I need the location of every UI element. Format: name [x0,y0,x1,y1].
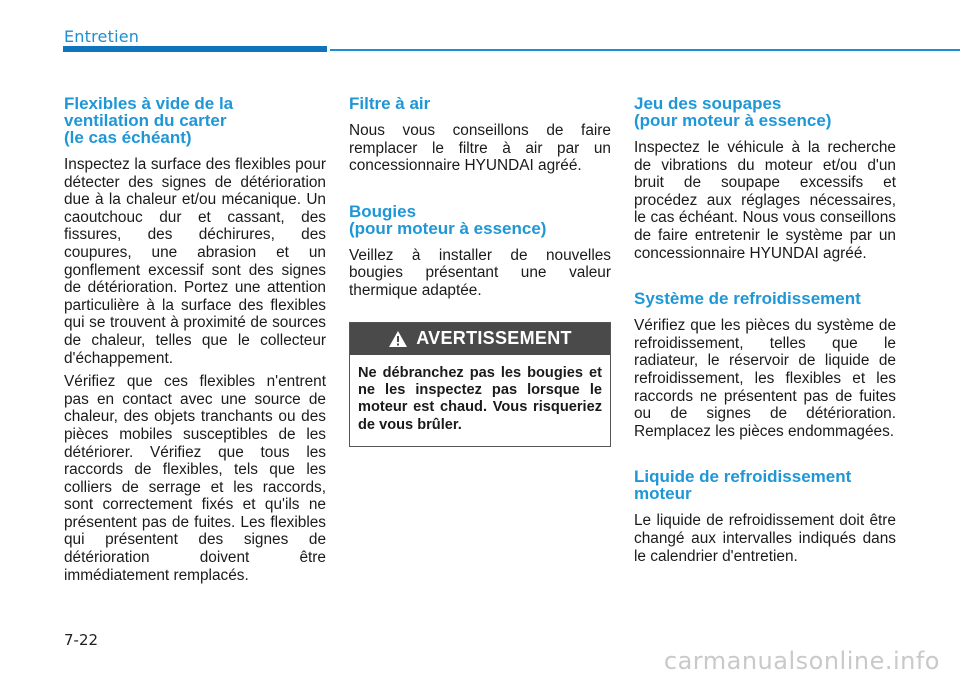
header-bar-thick [63,46,327,52]
column-2 [349,95,611,447]
warning-text: Ne débranchez pas les bougies et ne les inspectez pas lorsque le moteur est chaud. Vous risqueriez de vous brûler. [358,364,602,433]
paragraph-valve-clearance: Inspectez le véhicule à la recherche de vibrations du moteur et/ou d'un bruit de soupape excessifs et procédez aux réglages nécessaires, le cas échéant. Nous vous conseillons de faire entretenir le système par un concessionnaire HYUNDAI agréé. [634,139,896,262]
heading-engine-coolant: Liquide de refroidissement moteur [634,467,852,504]
warning-label: AVERTISSEMENT [416,328,572,349]
paragraph-cooling-system: Vérifiez que les pièces du système de refroidissement, telles que le radiateur, le réservoir de liquide de refroidissement, les flexibles et les raccords ne présentent pas de fuites ou de signes de détérioration. Remplacez les pièces endommagées. [634,317,896,440]
paragraph-hoses-check: Vérifiez que ces flexibles n'entrent pas en contact avec une source de chaleur, des objets tranchants ou des pièces mobiles susceptibles de les détériorer. Vérifiez que tous les raccords de flexibles, tels que les colliers de serrage et les raccords, sont correctement fixés et qu'ils ne présentent pas de fuites. Les flexibles qui présentent des signes de détérioration doivent être immédiatement remplacés. [64,373,326,584]
heading-crankcase-hoses: Flexibles à vide de la ventilation du carter (le cas échéant) [64,94,234,147]
warning-triangle-icon [388,330,408,348]
heading-cooling-system: Système de refroidissement [634,289,861,309]
warning-header [350,323,610,355]
page-number: 7-22 [64,631,99,649]
paragraph-air-filter: Nous vous conseillons de faire remplacer le filtre à air par un concessionnaire HYUNDAI agréé. [349,122,611,175]
watermark: carmanualsonline.info [663,647,940,675]
heading-air-filter: Filtre à air [349,94,431,113]
paragraph-hoses-inspect: Inspectez la surface des flexibles pour détecter des signes de détérioration due à la chaleur et/ou mécanique. Un caoutchouc dur et cassant, des fissures, des déchirures, des coupures, une abrasion et un gonflement excessif sont des signes de détérioration. Portez une attention particulière à la surface des flexibles qui se trouvent à proximité de sources de chaleur, telles que le collecteur d'échappement. [64,156,326,367]
column-3 [634,95,896,571]
header-bar-thin [330,49,960,51]
warning-box [349,322,611,448]
paragraph-engine-coolant: Le liquide de refroidissement doit être changé aux intervalles indiqués dans le calendrier d'entretien. [634,512,896,565]
heading-spark-plugs: Bougies (pour moteur à essence) [349,201,547,238]
section-title: Entretien [64,27,140,46]
paragraph-spark-plugs: Veillez à installer de nouvelles bougies présentant une valeur thermique adaptée. [349,246,611,299]
heading-valve-clearance: Jeu des soupapes (pour moteur à essence) [634,94,832,130]
column-1 [64,95,326,590]
